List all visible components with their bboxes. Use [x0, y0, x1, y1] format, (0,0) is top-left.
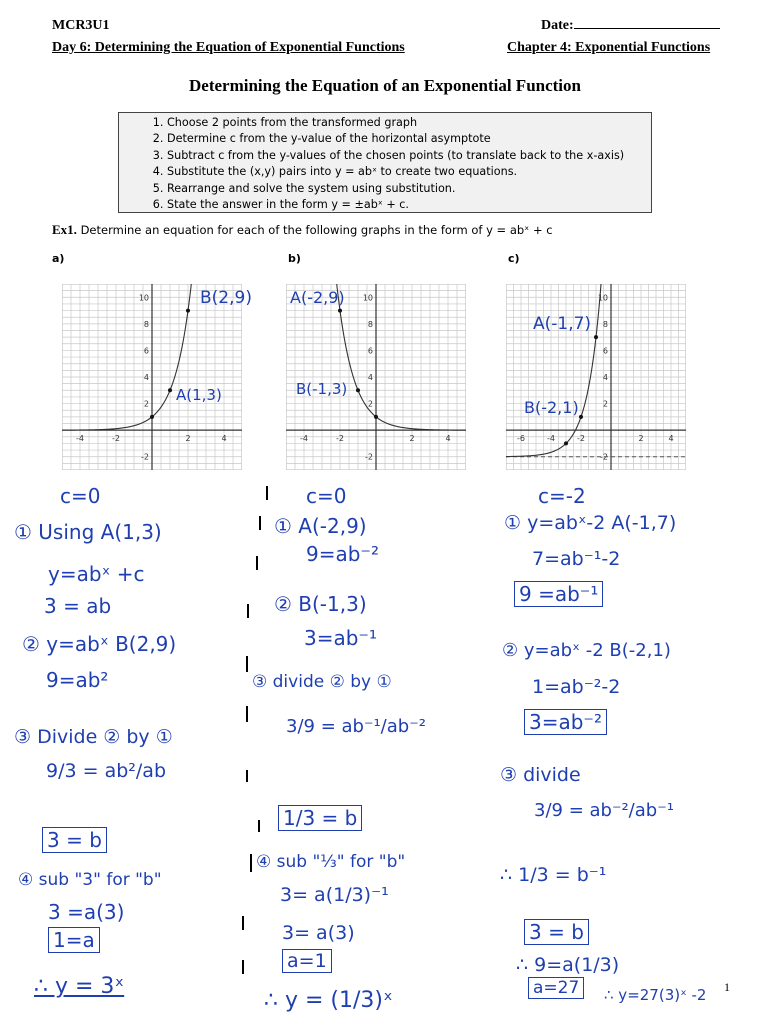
steps-list: [149, 115, 651, 213]
y-tick-label: -2: [600, 452, 608, 462]
sol-b-line-7: 3/9 = ab⁻¹/ab⁻²: [286, 716, 426, 737]
example-prompt: [52, 222, 553, 238]
x-tick-label: -4: [76, 434, 84, 444]
y-tick-label: 8: [602, 319, 608, 329]
sol-c-answer-a: a=27: [528, 977, 584, 999]
sol-c-line-5: ② y=abˣ -2 B(-2,1): [502, 640, 671, 661]
y-tick-label: 10: [362, 293, 373, 303]
sol-c-line-3: 7=ab⁻¹-2: [532, 548, 621, 570]
sol-c-final: ∴ y=27(3)ˣ -2: [604, 986, 707, 1004]
sol-a-line-3: y=abˣ +c: [48, 562, 145, 586]
page-number: 1: [724, 980, 730, 994]
sol-c-line-13: [528, 978, 584, 998]
data-point: [150, 415, 154, 419]
sol-c-line-1: c=-2: [538, 484, 586, 508]
sol-b-line-6: ③ divide ② by ①: [252, 672, 392, 692]
graph-a-point-a: A(1,3): [176, 386, 222, 404]
data-point: [356, 388, 360, 392]
x-tick-label: 4: [668, 434, 674, 444]
x-tick-label: -2: [577, 434, 585, 444]
y-tick-label: 4: [143, 373, 149, 382]
sol-a-line-4: 3 = ab: [44, 594, 112, 618]
step-3: 3. Subtract c from the y-values of the chosen points (to translate back to the x-axis): [167, 148, 651, 164]
sol-b-line-10: 3= a(1/3)⁻¹: [280, 884, 389, 906]
graph-c-label: c): [508, 252, 520, 265]
sol-b-line-8: [278, 806, 362, 830]
sol-c-answer-1: 9 =ab⁻¹: [514, 581, 603, 607]
y-tick-label: -2: [141, 452, 149, 462]
sol-a-final: ∴ y = 3ˣ: [34, 974, 125, 999]
y-tick-label: 10: [597, 293, 608, 303]
sol-a-line-5: ② y=abˣ B(2,9): [22, 632, 177, 656]
data-point: [168, 388, 172, 392]
sol-c-answer-2: 3=ab⁻²: [524, 709, 607, 735]
y-tick-label: 2: [143, 399, 149, 409]
step-5: 5. Rearrange and solve the system using substitution.: [167, 181, 651, 197]
graph-c-point-a: A(-1,7): [533, 314, 592, 334]
x-tick-label: -6: [517, 434, 525, 444]
sol-b-line-2: ① A(-2,9): [274, 514, 367, 538]
chapter-title: Chapter 4: Exponential Functions: [507, 40, 711, 55]
step-1: 1. Choose 2 points from the transformed graph: [167, 115, 651, 131]
graph-b-point-a: A(-2,9): [290, 288, 345, 307]
sol-a-line-12: [48, 928, 100, 952]
sol-c-line-11: [524, 920, 589, 944]
sol-a-answer-b: 3 = b: [42, 827, 107, 853]
page-title: Determining the Equation of an Exponential Function: [189, 76, 581, 95]
sol-b-line-3: 9=ab⁻²: [306, 542, 380, 566]
graph-b-point-b: B(-1,3): [296, 380, 348, 398]
x-tick-label: 4: [221, 434, 227, 444]
graph-c-point-b: B(-2,1): [524, 398, 579, 417]
sol-c-line-4: [514, 582, 603, 606]
step-2: 2. Determine c from the y-value of the horizontal asymptote: [167, 131, 651, 147]
graph-a-label: a): [52, 252, 65, 265]
y-tick-label: 8: [143, 319, 149, 329]
data-point: [374, 415, 378, 419]
sol-c-line-7: [524, 710, 607, 734]
step-4: 4. Substitute the (x,y) pairs into y = abˣ to create two equations.: [167, 164, 651, 180]
date-label-text: Date:: [541, 18, 574, 33]
sol-a-line-1: c=0: [60, 484, 101, 508]
y-tick-label: -2: [365, 452, 373, 462]
graph-a: [62, 284, 242, 470]
sol-a-answer-a: 1=a: [48, 927, 100, 953]
graph-b: [286, 284, 466, 470]
sol-c-line-6: 1=ab⁻²-2: [532, 676, 621, 698]
example-text: Determine an equation for each of the following graphs in the form of y = abˣ + c: [80, 223, 553, 237]
x-tick-label: -2: [112, 434, 120, 444]
graph-b-label: b): [288, 252, 301, 265]
sol-c-line-10: ∴ 1/3 = b⁻¹: [500, 864, 607, 886]
graph-c: [506, 284, 686, 470]
steps-box: [118, 112, 652, 213]
x-tick-label: 4: [445, 434, 451, 444]
sol-a-line-10: ④ sub "3" for "b": [18, 870, 162, 890]
step-6: 6. State the answer in the form y = ±abˣ + c.: [167, 197, 651, 213]
sol-a-line-6: 9=ab²: [46, 668, 109, 692]
sol-b-line-5: 3=ab⁻¹: [304, 626, 378, 650]
graph-a-point-b: B(2,9): [200, 288, 252, 308]
sol-a-line-7: ③ Divide ② by ①: [14, 726, 173, 748]
lesson-title: Day 6: Determining the Equation of Exponential Functions: [52, 40, 405, 55]
x-tick-label: 2: [409, 434, 415, 444]
sol-a-line-9: [42, 828, 107, 852]
sol-c-line-12: ∴ 9=a(1/3): [516, 954, 620, 976]
x-tick-label: -4: [300, 434, 308, 444]
y-tick-label: 6: [602, 346, 608, 356]
sol-a-line-2: ① Using A(1,3): [14, 520, 162, 544]
sol-c-answer-b: 3 = b: [524, 919, 589, 945]
x-tick-label: -4: [547, 434, 555, 444]
y-tick-label: 6: [143, 346, 149, 356]
sol-b-line-9: ④ sub "⅓" for "b": [256, 852, 406, 872]
sol-b-line-11: 3= a(3): [282, 922, 355, 944]
y-tick-label: 2: [602, 399, 608, 409]
y-tick-label: 10: [138, 293, 149, 303]
x-tick-label: 2: [185, 434, 191, 444]
example-label: Ex1.: [52, 222, 77, 237]
date-label: [541, 18, 720, 34]
sol-a-line-11: 3 =a(3): [48, 900, 125, 924]
sol-b-line-1: c=0: [306, 484, 347, 508]
y-tick-label: 8: [367, 319, 373, 329]
sol-b-line-4: ② B(-1,3): [274, 592, 367, 616]
data-point: [594, 335, 598, 339]
sol-c-line-2: ① y=abˣ-2 A(-1,7): [504, 512, 677, 534]
y-tick-label: 4: [367, 373, 373, 382]
data-point: [186, 309, 190, 313]
sol-c-line-8: ③ divide: [500, 764, 581, 786]
sol-b-line-12: [282, 950, 332, 972]
data-point: [579, 415, 583, 419]
course-code: MCR3U1: [52, 18, 110, 33]
data-point: [564, 441, 568, 445]
y-tick-label: 4: [602, 373, 608, 382]
x-tick-label: -2: [336, 434, 344, 444]
sol-b-answer-b: 1/3 = b: [278, 805, 362, 831]
sol-c-line-9: 3/9 = ab⁻²/ab⁻¹: [534, 800, 674, 821]
sol-a-line-8: 9/3 = ab²/ab: [46, 760, 167, 782]
data-point: [338, 309, 342, 313]
y-tick-label: 6: [367, 346, 373, 356]
sol-b-answer-a: a=1: [282, 949, 332, 973]
sol-b-final: ∴ y = (1/3)ˣ: [264, 988, 393, 1013]
x-tick-label: 2: [638, 434, 644, 444]
y-tick-label: 2: [367, 399, 373, 409]
